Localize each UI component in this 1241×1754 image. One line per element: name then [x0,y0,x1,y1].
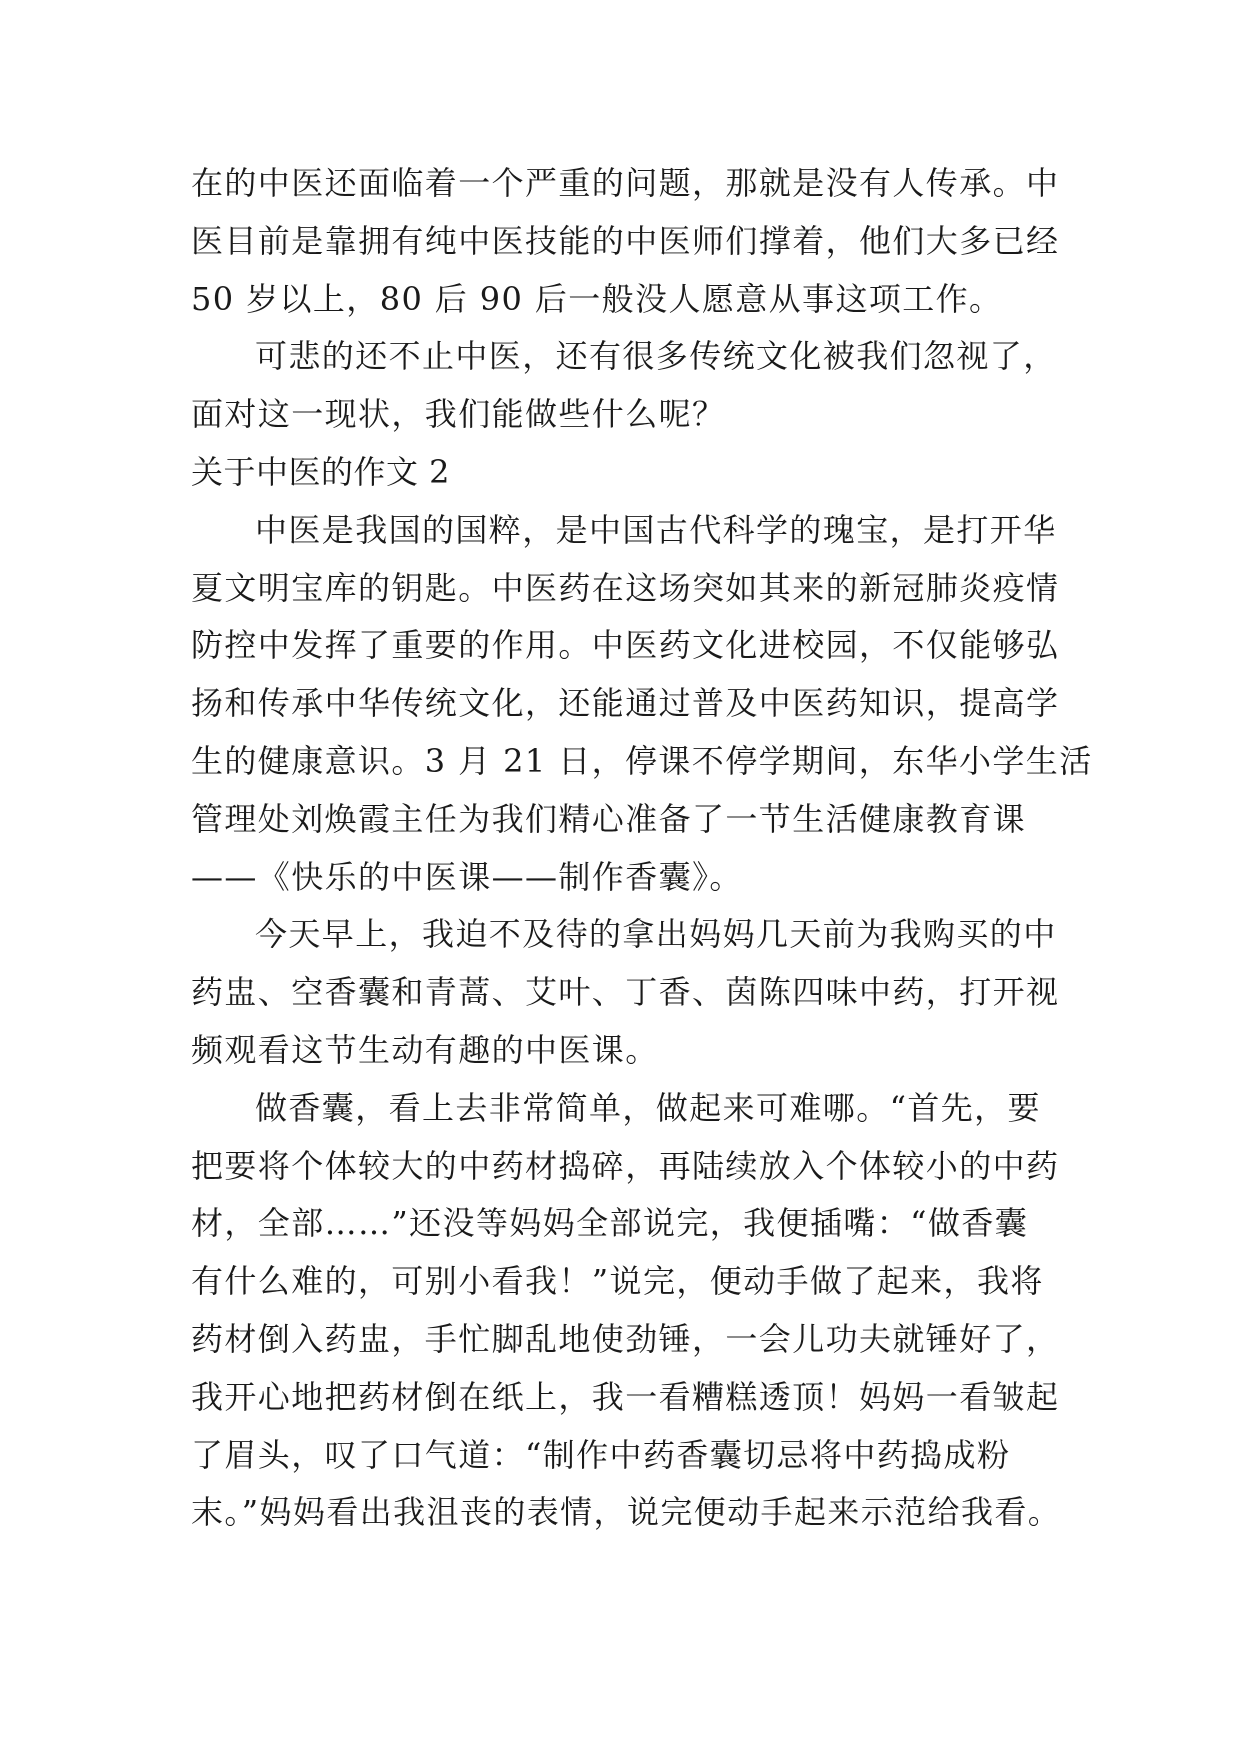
text-line: 面对这一现状，我们能做些什么呢？ [191,395,726,434]
paragraph-first-line: 做香囊，看上去非常简单，做起来可难哪。“首先，要 [255,1088,1041,1127]
text-line: 有什么难的，可别小看我！”说完，便动手做了起来，我将 [191,1262,1044,1301]
text-line: 在的中医还面临着一个严重的问题，那就是没有人传承。中 [191,164,1060,202]
text-line: 药盅、空香囊和青蒿、艾叶、丁香、茵陈四味中药，打开视 [191,973,1060,1012]
text-line: 夏文明宝库的钥匙。中医药在这场突如其来的新冠肺炎疫情 [191,568,1060,607]
paragraph-first-line: 中医是我国的国粹，是中国古代科学的瑰宝，是打开华 [255,510,1057,549]
section-heading: 关于中医的作文 2 [191,452,451,491]
paragraph-first-line: 今天早上，我迫不及待的拿出妈妈几天前为我购买的中 [255,915,1057,954]
text-line: 生的健康意识。3 月 21 日，停课不停学期间，东华小学生活 [191,741,1093,780]
text-line: 管理处刘焕霞主任为我们精心准备了一节生活健康教育课 [191,799,1027,838]
text-line: 材，全部……”还没等妈妈全部说完，我便插嘴：“做香囊 [191,1204,1029,1243]
document-body [191,155,1091,1542]
text-line: 了眉头，叹了口气道：“制作中药香囊切忌将中药捣成粉 [191,1435,1011,1474]
paragraph-first-line: 可悲的还不止中医，还有很多传统文化被我们忽视了， [255,337,1057,376]
text-line: 扬和传承中华传统文化，还能通过普及中医药知识，提高学 [191,684,1060,723]
text-line: 把要将个体较大的中药材捣碎，再陆续放入个体较小的中药 [191,1146,1060,1185]
text-line: 末。”妈妈看出我沮丧的表情，说完便动手起来示范给我看。 [191,1493,1062,1532]
text-line: 药材倒入药盅，手忙脚乱地使劲锤，一会儿功夫就锤好了， [191,1319,1060,1358]
text-line: 防控中发挥了重要的作用。中医药文化进校园，不仅能够弘 [191,626,1060,665]
text-line: 我开心地把药材倒在纸上，我一看糟糕透顶！妈妈一看皱起 [191,1377,1060,1416]
text-line: ——《快乐的中医课——制作香囊》。 [191,857,743,896]
text-line: 频观看这节生动有趣的中医课。 [191,1030,659,1069]
text-line: 医目前是靠拥有纯中医技能的中医师们撑着，他们大多已经 [191,221,1060,260]
text-line: 50 岁以上，80 后 90 后一般没人愿意从事这项工作。 [191,279,1003,318]
